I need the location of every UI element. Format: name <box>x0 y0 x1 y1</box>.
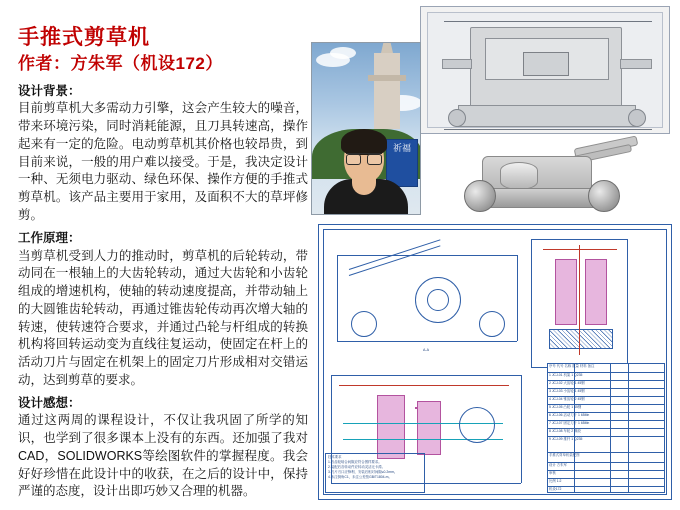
section-heading: 设计感想： <box>18 395 81 410</box>
section-body: 当剪草机受到人力的推动时，剪草机的后轮转动，带动同在一根轴上的大齿轮转动，通过大齿轮和小齿轮组成的增速机构，使轴的转动速度提高，并带动轴上的大圆锥齿轮转动，再通过锥齿轮传动再次增大轴的转速，使转速符合要求，并通过凸轮与杆组成的转换机构将回转运动变为直线往复运动，使固定在杆上的活动刀片与固定在机架上的固定刀片形成相对交错运动，达到剪草的要求。 <box>18 248 308 387</box>
technical-requirements <box>325 453 425 493</box>
legend-item: 4.未注倒角C1，未注公差按GB/T1804-m。 <box>328 475 392 480</box>
cad-wheel-left <box>448 109 466 127</box>
glasses-icon <box>346 153 382 163</box>
cad-dimension-line <box>444 21 652 22</box>
drawing-line <box>627 239 628 367</box>
drawing-part-magenta <box>377 395 405 459</box>
cloud <box>330 47 356 59</box>
drawing-centerline <box>339 385 509 386</box>
cad-base-plate <box>458 105 636 127</box>
sign-text: 祈福 <box>392 143 411 153</box>
author-photo <box>311 42 421 215</box>
section-body: 目前剪草机大多需动力引擎，这会产生较大的噪音，带来环境污染，同时消耗能源，且刀具转速高，操作起来有一定的危险。电动剪草机其价格也较昂贵，到目前来说，一般的用户难以接受。于是，我决定设计一种、无须电力驱动、绿色环保、操作方便的手推式剪草机。该产品主要用于家用，及面积不大的草坪修剪。 <box>18 101 308 222</box>
tb-row: 7 JCJ-07 固定刀片 1 65Mn <box>548 420 664 426</box>
drawing-wheel-left <box>351 311 377 337</box>
assembly-engineering-drawing <box>318 224 672 500</box>
drawing-centerline <box>543 249 617 250</box>
drawing-line <box>337 255 517 256</box>
tb-row-scale: 比例 1:2 <box>548 478 664 484</box>
render-cylinder <box>500 162 538 190</box>
section-body: 通过这两周的课程设计，不仅让我巩固了所学的知识，也学到了很多课本上没有的东西。还加强了我对CAD，SOLIDWORKS等绘图软件的掌握程度。我会好好珍惜在此设计中的收获，在之后的设计中，保持严谨的态度，设计出即巧妙又合理的机器。 <box>18 413 308 499</box>
drawing-line <box>531 239 627 240</box>
drawing-line <box>337 341 517 342</box>
tb-row-design: 设计 方朱军 <box>548 462 664 468</box>
legend-title: 技术要求 <box>328 455 342 459</box>
mower-3d-render <box>424 136 670 218</box>
cad-shaft-right <box>620 59 652 69</box>
drawing-section-hatch <box>549 329 613 349</box>
sign-board <box>386 139 418 187</box>
tb-row: 5 JCJ-05 凸轮 1 45钢 <box>548 404 664 410</box>
drawing-line <box>531 239 532 367</box>
tb-row-check: 审核 <box>548 470 664 476</box>
render-wheel-left <box>464 180 496 212</box>
tb-row: 8 JCJ-08 车轮 2 橡胶 <box>548 428 664 434</box>
drawing-line <box>521 375 522 483</box>
drawing-centerline <box>579 245 580 355</box>
cad-dimension-line <box>444 129 652 130</box>
section-principle <box>18 230 308 390</box>
person-hair <box>341 129 387 155</box>
tb-row: 序号 代号 名称 数量 材料 备注 <box>549 364 595 368</box>
legend-item: 1.各齿轮啮合间隙应符合图样要求。 <box>328 460 382 465</box>
tb-row-title: 手推式剪草机装配图 <box>548 452 664 458</box>
cad-frame <box>427 12 663 128</box>
legend-item: 3.刀片刃口应锋利，安装后相对间隙≤0.2mm。 <box>328 470 398 475</box>
cad-shaft-left <box>442 59 472 69</box>
drawing-gear-small <box>427 289 449 311</box>
author-line: 作者：方朱军（机设172） <box>18 54 223 74</box>
drawing-gear-detail <box>459 407 495 443</box>
section-heading: 工作原理： <box>18 230 81 245</box>
pagoda <box>374 53 400 129</box>
cad-assembly-drawing <box>420 6 670 134</box>
tb-row: 2 JCJ-02 大齿轮 1 45钢 <box>548 380 664 386</box>
cad-housing <box>470 27 622 107</box>
section-heading: 设计背景： <box>18 83 81 98</box>
drawing-line <box>331 375 521 376</box>
tb-row-school: 机设172 <box>548 486 664 492</box>
drawing-part-magenta <box>585 259 607 325</box>
tb-row: 1 JCJ-01 机架 1 Q235 <box>548 372 664 378</box>
drawing-line <box>517 255 518 341</box>
drawing-title-block <box>547 363 665 493</box>
text-column <box>18 26 308 499</box>
section-background <box>18 83 308 225</box>
tb-row: 3 JCJ-03 小齿轮 1 45钢 <box>548 388 664 394</box>
drawing-line <box>337 255 338 341</box>
drawing-part-magenta <box>417 401 441 455</box>
tb-row: 6 JCJ-06 活动刀片 1 65Mn <box>548 412 664 418</box>
drawing-part-magenta <box>555 259 577 325</box>
tb-row: 4 JCJ-04 锥齿轮 2 45钢 <box>548 396 664 402</box>
section-reflection <box>18 395 308 502</box>
render-wheel-right <box>588 180 620 212</box>
page-title: 手推式剪草机 <box>18 26 150 49</box>
tb-row: 9 JCJ-09 推杆 1 Q235 <box>548 436 664 442</box>
drawing-label: A-A <box>423 348 429 352</box>
drawing-wheel-right <box>479 311 505 337</box>
legend-item: 2.装配后各转动件应转动灵活无卡滞。 <box>328 465 386 470</box>
cad-wheel-right <box>628 109 646 127</box>
